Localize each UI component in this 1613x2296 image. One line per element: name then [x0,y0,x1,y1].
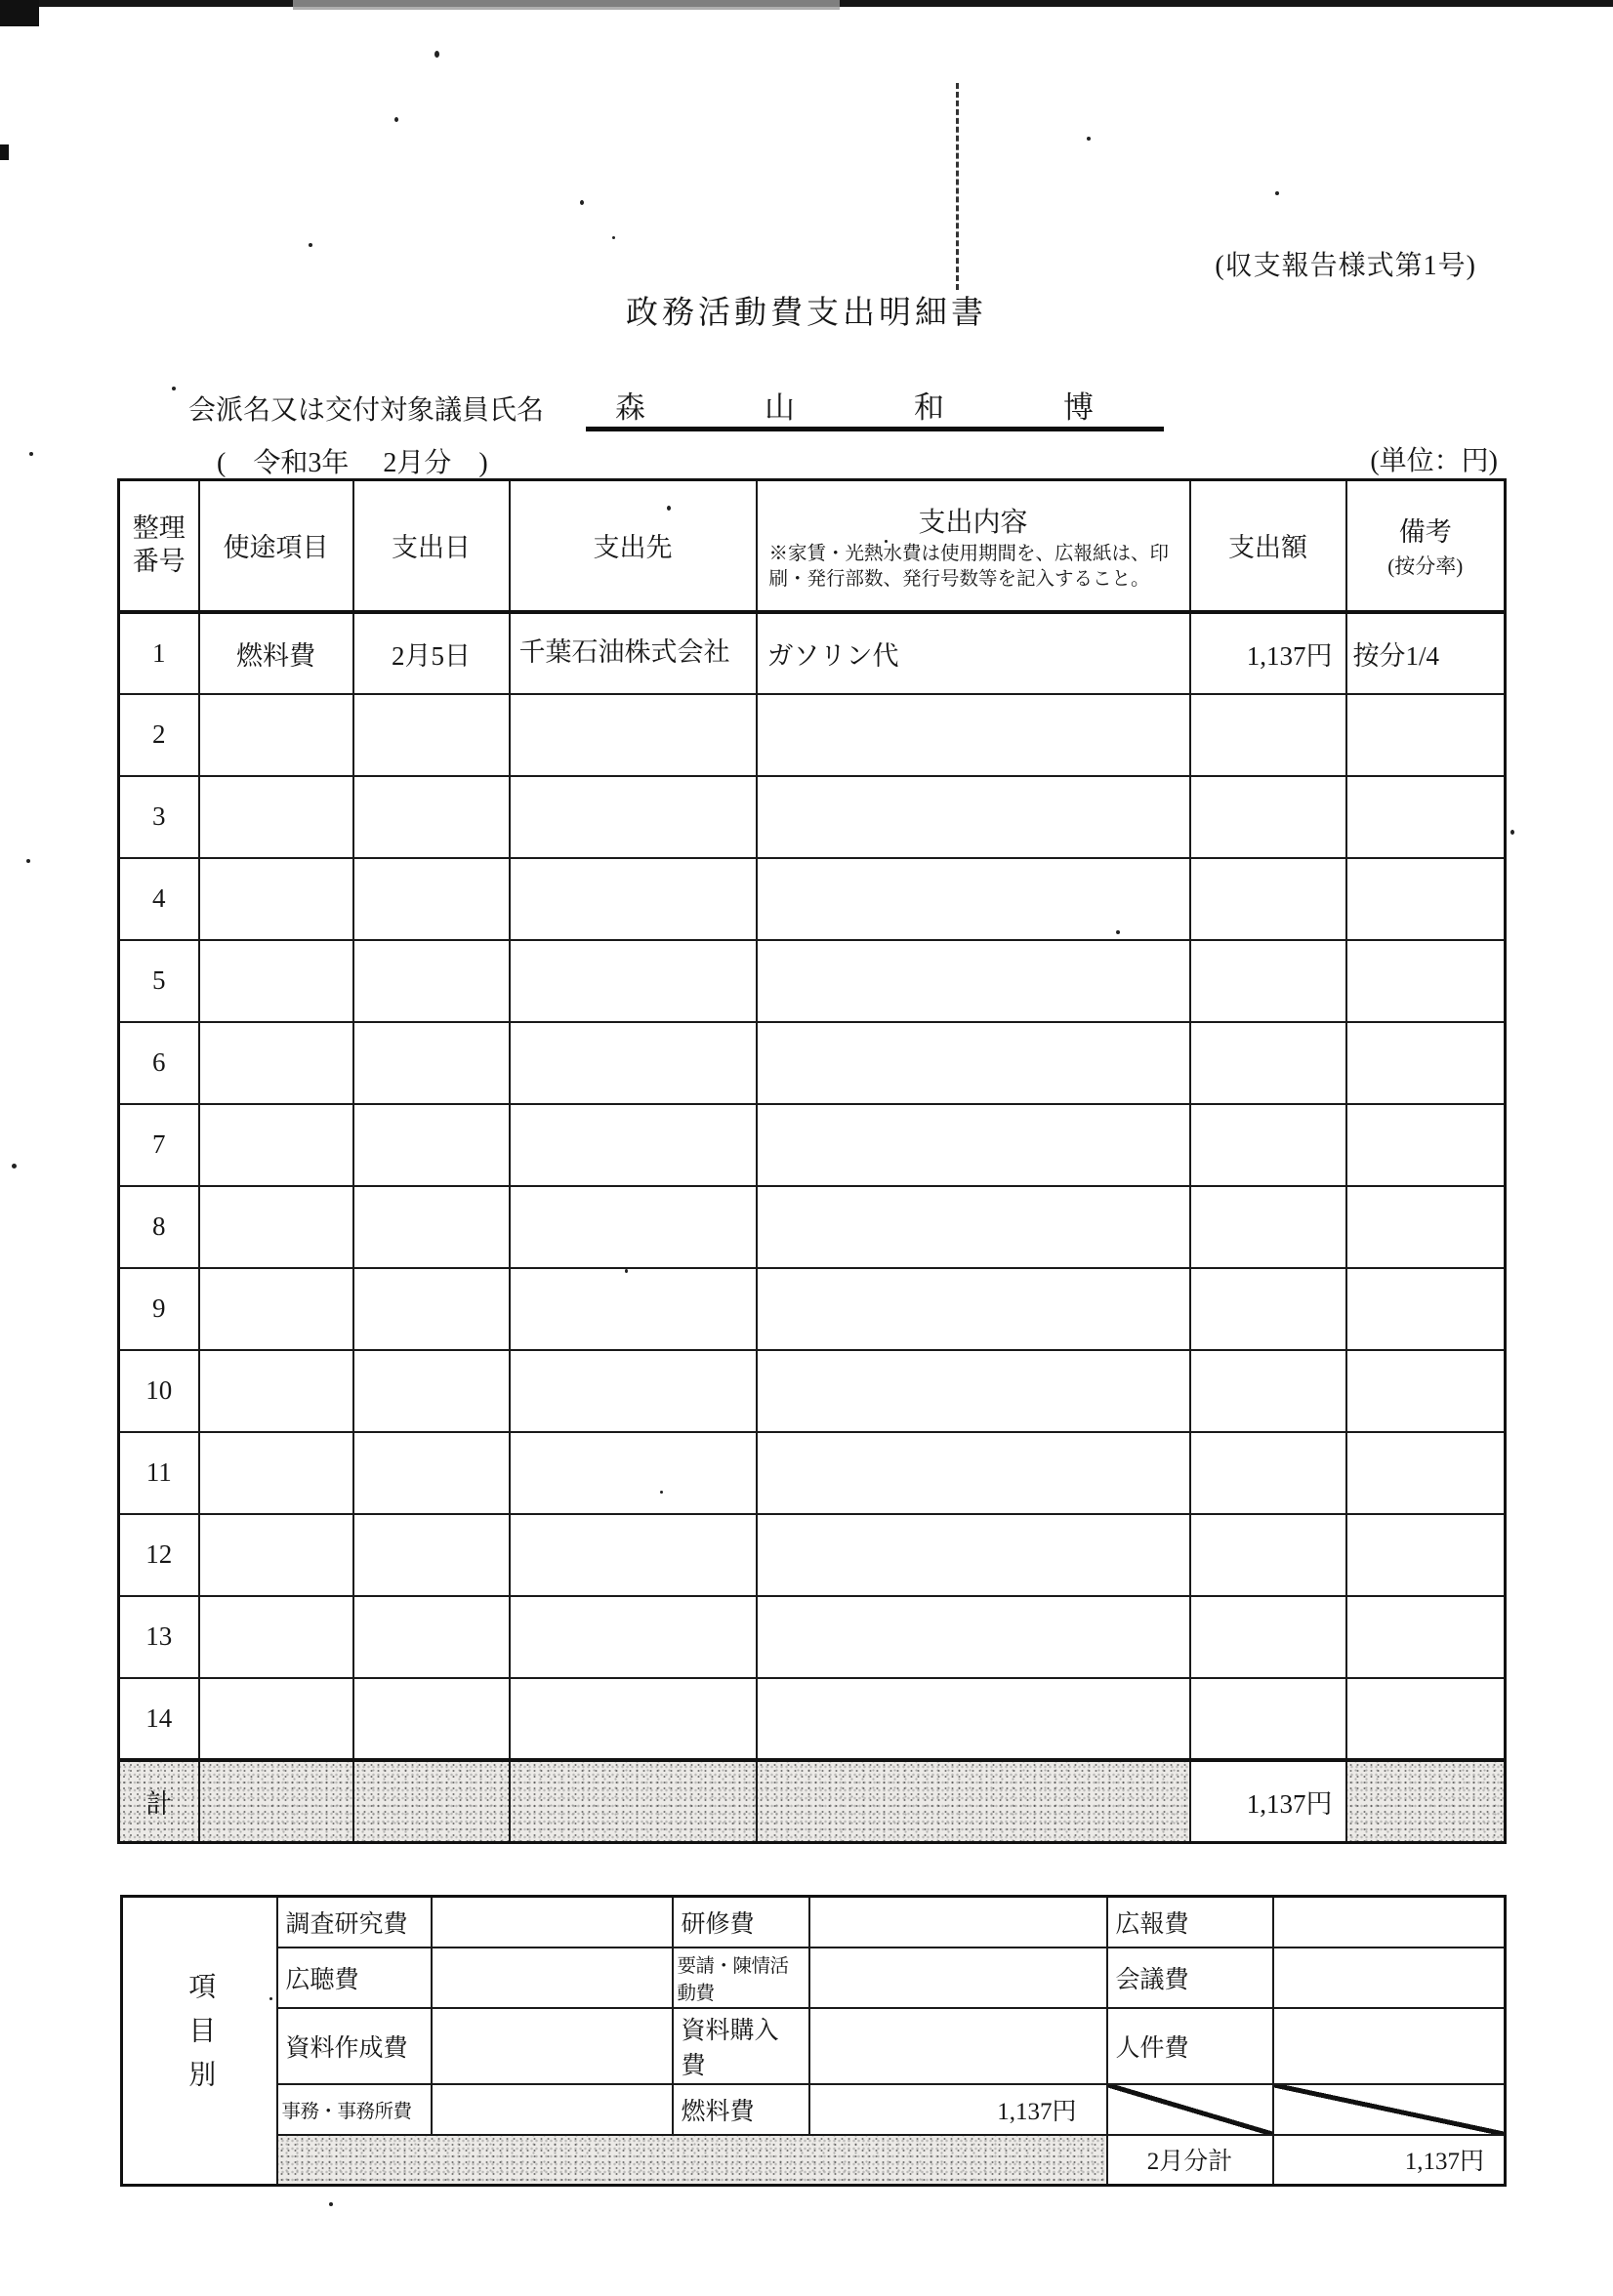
category-summary-table [120,1895,1507,2187]
form-number-note: (収支報告様式第1号) [1215,251,1476,281]
cell-amount [1190,1186,1346,1268]
cell-date [353,1432,510,1514]
cell-amount [1190,1104,1346,1186]
cell-amount [1190,776,1346,858]
cell-date [353,694,510,776]
scan-speck [580,200,584,205]
unit-note: (単位：円) [1370,446,1498,476]
cell-no: 10 [119,1350,199,1432]
expense-row [119,1186,1506,1268]
summary-row [122,2084,1506,2135]
scan-speck [26,859,30,863]
scan-speck [1510,830,1514,835]
header-payee: 支出先 [510,480,757,612]
summary-label: 資料購入費 [673,2008,809,2084]
expense-row [119,1514,1506,1596]
cell-category [199,776,353,858]
header-remarks-sub: (按分率) [1387,554,1464,579]
cell-amount [1190,1596,1346,1678]
summary-value [1273,2008,1506,2084]
expense-row [119,1350,1506,1432]
cell-remarks [1346,940,1506,1022]
fold-mark [956,83,959,290]
scan-speck [612,236,615,239]
header-date: 支出日 [353,480,510,612]
cell-no: 7 [119,1104,199,1186]
cell-category [199,1678,353,1760]
cell-payee [510,1596,757,1678]
cell-payee [510,1186,757,1268]
cell-payee [510,1104,757,1186]
cell-date [353,1268,510,1350]
cell-date [353,1104,510,1186]
summary-total-label: 2月分計 [1107,2135,1273,2186]
expense-table-body [119,612,1506,1760]
summary-value [1273,1948,1506,2008]
scan-speck [1087,137,1091,141]
cell-amount [1190,694,1346,776]
summary-label: 研修費 [673,1897,809,1948]
summary-value [1273,1897,1506,1948]
cell-remarks [1346,1678,1506,1760]
cell-amount [1190,1022,1346,1104]
cell-date [353,1596,510,1678]
expense-row [119,612,1506,694]
cell-no: 14 [119,1678,199,1760]
summary-row [122,1948,1506,2008]
cell-amount [1190,1514,1346,1596]
cell-remarks [1346,858,1506,940]
cell-category [199,1186,353,1268]
cell-amount [1190,1350,1346,1432]
scan-speck [12,1164,17,1168]
cell-remarks [1346,776,1506,858]
cell-date [353,1022,510,1104]
cell-payee [510,776,757,858]
summary-value [432,2084,673,2135]
cell-date [353,858,510,940]
cell-remarks [1346,1432,1506,1514]
member-name-value: 森山和博 [615,390,1213,425]
header-content-title: 支出内容 [918,508,1028,539]
cell-date [353,1678,510,1760]
header-entry-number: 整理番号 [119,480,199,612]
summary-value [809,1948,1107,2008]
cell-content [757,1678,1190,1760]
member-name-underline [586,427,1164,431]
header-remarks [1346,480,1506,612]
summary-label: 燃料費 [673,2084,809,2135]
cell-date [353,776,510,858]
summary-value [809,2008,1107,2084]
scan-speck [309,243,312,247]
summary-label: 広報費 [1107,1897,1273,1948]
cell-payee [510,1022,757,1104]
total-amount: 1,137円 [1190,1760,1346,1843]
scan-edge-shadow [293,0,840,10]
cell-category [199,1022,353,1104]
cell-amount [1190,858,1346,940]
header-category: 使途項目 [199,480,353,612]
expense-row [119,1596,1506,1678]
cell-no: 9 [119,1268,199,1350]
cell-remarks [1346,1514,1506,1596]
cell-remarks [1346,1186,1506,1268]
summary-label: 資料作成費 [277,2008,432,2084]
cell-remarks [1346,1350,1506,1432]
expense-row [119,1104,1506,1186]
cell-content [757,694,1190,776]
cell-amount [1190,1268,1346,1350]
cell-no: 12 [119,1514,199,1596]
cell-payee [510,694,757,776]
summary-label: 調査研究費 [277,1897,432,1948]
expense-row [119,940,1506,1022]
crossed-out-cell [1273,2084,1506,2135]
page-title: 政務活動費支出明細書 [626,296,987,331]
scan-speck [29,452,33,456]
expense-table [117,478,1507,1844]
summary-row [122,1897,1506,1948]
cell-remarks: 按分1/4 [1346,612,1506,694]
cell-category [199,858,353,940]
cell-no: 4 [119,858,199,940]
cell-no: 6 [119,1022,199,1104]
scan-edge-mark [0,144,9,160]
summary-shaded-band [277,2135,1107,2186]
cell-date [353,940,510,1022]
expense-row [119,1432,1506,1514]
total-cell-date [353,1760,510,1843]
scan-speck [1275,191,1279,195]
cell-no: 3 [119,776,199,858]
cell-content [757,1022,1190,1104]
total-row [119,1760,1506,1843]
summary-value [432,1897,673,1948]
cell-date [353,1514,510,1596]
cell-content [757,1514,1190,1596]
expense-row [119,694,1506,776]
cell-date [353,1186,510,1268]
total-cell-remarks [1346,1760,1506,1843]
cell-category: 燃料費 [199,612,353,694]
summary-value [432,2008,673,2084]
cell-content [757,1596,1190,1678]
scan-speck [434,51,439,58]
summary-total-value: 1,137円 [1273,2135,1506,2186]
summary-value [432,1948,673,2008]
cell-payee [510,1514,757,1596]
cell-amount [1190,1678,1346,1760]
cell-date [353,1350,510,1432]
expense-row [119,1022,1506,1104]
cell-content [757,1432,1190,1514]
cell-remarks [1346,1268,1506,1350]
cell-payee [510,1678,757,1760]
cell-amount [1190,940,1346,1022]
crossed-out-cell [1107,2084,1273,2135]
cell-amount [1190,1432,1346,1514]
summary-label: 要請・陳情活動費 [673,1948,809,2008]
cell-category [199,1596,353,1678]
cell-content [757,1104,1190,1186]
cell-no: 8 [119,1186,199,1268]
expense-row [119,1268,1506,1350]
cell-category [199,694,353,776]
cell-category [199,940,353,1022]
scan-edge-corner [0,0,39,26]
summary-side-header [122,1897,277,2186]
cell-no: 5 [119,940,199,1022]
summary-label: 広聴費 [277,1948,432,2008]
cell-content [757,1350,1190,1432]
cell-remarks [1346,1596,1506,1678]
cell-amount: 1,137円 [1190,612,1346,694]
cell-content [757,1186,1190,1268]
total-cell-payee [510,1760,757,1843]
summary-row [122,2008,1506,2084]
total-cell-content [757,1760,1190,1843]
cell-category [199,1350,353,1432]
cell-payee [510,1268,757,1350]
cell-category [199,1104,353,1186]
header-amount: 支出額 [1190,480,1346,612]
cell-no: 2 [119,694,199,776]
summary-label: 会議費 [1107,1948,1273,2008]
cell-remarks [1346,1022,1506,1104]
expense-table-header-row [119,480,1506,612]
cell-payee [510,940,757,1022]
scan-speck [329,2202,333,2206]
scan-speck [172,387,176,390]
cell-category [199,1268,353,1350]
cell-remarks [1346,694,1506,776]
cell-content: ガソリン代 [757,612,1190,694]
summary-value: 1,137円 [809,2084,1107,2135]
cell-no: 1 [119,612,199,694]
summary-side-label: 項目別 [185,1971,216,2104]
cell-payee [510,1350,757,1432]
summary-label: 事務・事務所費 [277,2084,432,2135]
report-period: ( 令和3年 2月分 ) [217,448,488,478]
header-remarks-title: 備考 [1398,517,1452,548]
cell-category [199,1432,353,1514]
cell-content [757,858,1190,940]
header-content-note: ※家賃・光熱水費は使用期間を、広報紙は、印刷・発行部数、発行号数等を記入すること。 [768,544,1170,590]
total-label: 計 [119,1760,199,1843]
expense-row [119,858,1506,940]
cell-content [757,776,1190,858]
summary-value [809,1897,1107,1948]
cell-no: 11 [119,1432,199,1514]
expense-row [119,776,1506,858]
cell-content [757,1268,1190,1350]
cell-remarks [1346,1104,1506,1186]
header-content [757,480,1190,612]
member-name-label: 会派名又は交付対象議員氏名 [188,395,545,426]
cell-payee: 千葉石油株式会社 [510,612,757,694]
scan-speck [394,117,398,122]
cell-date: 2月5日 [353,612,510,694]
cell-no: 13 [119,1596,199,1678]
total-cell-category [199,1760,353,1843]
cell-content [757,940,1190,1022]
cell-category [199,1514,353,1596]
cell-payee [510,1432,757,1514]
expense-row [119,1678,1506,1760]
cell-payee [510,858,757,940]
summary-label: 人件費 [1107,2008,1273,2084]
summary-total-row [122,2135,1506,2186]
